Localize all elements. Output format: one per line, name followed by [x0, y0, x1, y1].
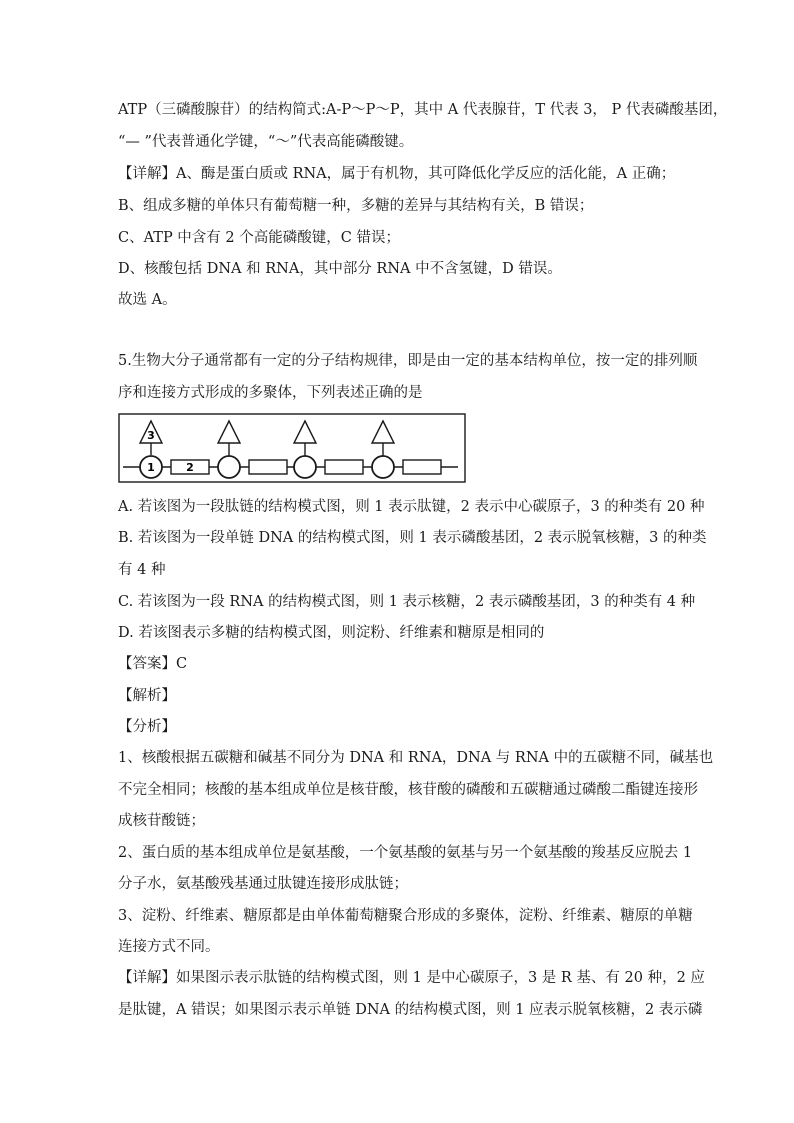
- option-d: D. 若该图表示多糖的结构模式图，则淀粉、纤维素和糖原是相同的: [118, 625, 545, 641]
- text-line: 1、核酸根据五碳糖和碱基不同分为 DNA 和 RNA，DNA 与 RNA 中的五碳糖不同，碱基也: [118, 750, 714, 766]
- text-line: 2、蛋白质的基本组成单位是氨基酸，一个氨基酸的氨基与另一个氨基酸的羧基反应脱去 1: [118, 845, 693, 861]
- text-line: 不完全相同；核酸的基本组成单位是核苷酸，核苷酸的磷酸和五碳糖通过磷酸二酯键连接形: [118, 782, 698, 798]
- text-line: C、ATP 中含有 2 个高能磷酸键，C 错误；: [118, 230, 400, 246]
- rect: [249, 460, 287, 474]
- text-line: D、核酸包括 DNA 和 RNA，其中部分 RNA 中不含氢键，D 错误。: [118, 261, 562, 277]
- text-line: 【详解】A、酶是蛋白质或 RNA，属于有机物，其可降低化学反应的活化能，A 正确；: [118, 166, 676, 182]
- text-line: 是肽键，A 错误；如果图示表示单链 DNA 的结构模式图，则 1 应表示脱氧核糖，2 表示磷: [118, 1002, 703, 1018]
- rect: [403, 460, 441, 474]
- text-line: ATP（三磷酸腺苷）的结构简式:A-P～P～P，其中 A 代表腺苷，T 代表 3， P 代表磷酸基团，: [118, 102, 728, 118]
- text-line: 【详解】如果图示表示肽链的结构模式图，则 1 是中心碳原子，3 是 R 基、有 20 种，2 应: [118, 970, 705, 986]
- circle: [294, 456, 316, 478]
- circle: [218, 456, 240, 478]
- text-line: B、组成多糖的单体只有葡萄糖一种，多糖的差异与其结构有关，B 错误；: [118, 198, 594, 214]
- section-heading: 【解析】: [118, 688, 176, 704]
- text-line: 3、淀粉、纤维素、糖原都是由单体葡萄糖聚合形成的多聚体，淀粉、纤维素、糖原的单糖: [118, 908, 693, 924]
- section-heading: 【分析】: [118, 719, 176, 735]
- option-a: A. 若该图为一段肽链的结构模式图，则 1 表示肽键，2 表示中心碳原子，3 的种类有 20 种: [118, 499, 705, 515]
- circle: [372, 456, 394, 478]
- text-line: 分子水，氨基酸残基通过肽键连接形成肽链；: [118, 876, 408, 892]
- answer: 【答案】C: [118, 656, 188, 672]
- label-1: 1: [147, 461, 155, 474]
- polymer-structure-diagram: [118, 413, 466, 483]
- option-c: C. 若该图为一段 RNA 的结构模式图，则 1 表示核糖，2 表示磷酸基团，3 的种类有 4 种: [118, 594, 696, 610]
- text-line: “— ”代表普通化学键，“～”代表高能磷酸键。: [118, 134, 414, 150]
- rect: [325, 460, 363, 474]
- question-stem: 5.生物大分子通常都有一定的分子结构规律，即是由一定的基本结构单位，按一定的排列顺: [118, 353, 698, 369]
- label-2: 2: [186, 461, 194, 474]
- text-line: 连接方式不同。: [118, 939, 220, 955]
- option-b: 有 4 种: [118, 562, 166, 578]
- option-b: B. 若该图为一段单链 DNA 的结构模式图，则 1 表示磷酸基团，2 表示脱氧核糖，3 的种类: [118, 530, 707, 546]
- label-3: 3: [147, 429, 155, 442]
- text-line: 成核苷酸链；: [118, 813, 205, 829]
- question-stem: 序和连接方式形成的多聚体，下列表述正确的是: [118, 385, 423, 401]
- text-line: 故选 A。: [118, 292, 177, 308]
